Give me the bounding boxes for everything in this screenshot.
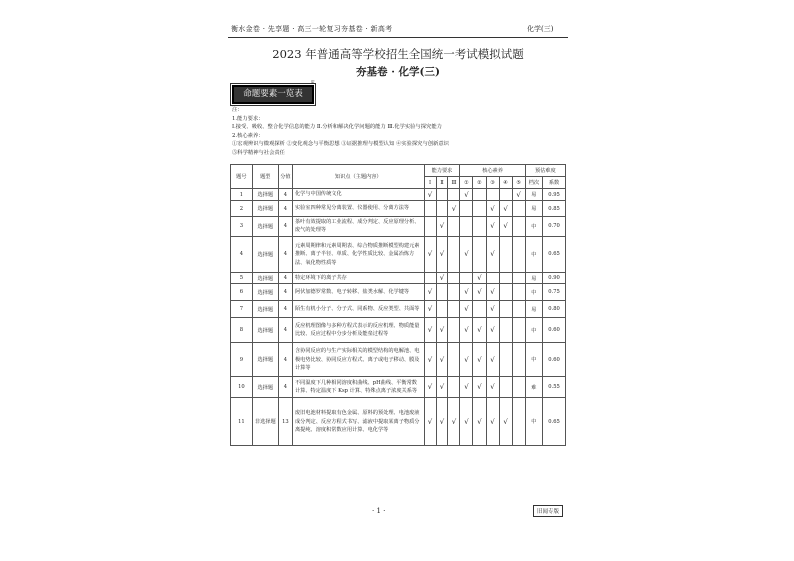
cell-type: 选择题 [252,343,278,377]
cell-check: √ [436,272,448,283]
cell-no: 6 [231,284,253,301]
header-ability-col: Ⅲ [448,177,460,189]
cell-check [424,201,436,217]
cell-coef: 0.95 [543,189,566,201]
cell-level: 中 [525,236,542,272]
cell-type: 选择题 [252,301,278,318]
cell-coef: 0.55 [543,377,566,398]
cell-check [460,272,473,283]
table-row [231,236,566,272]
cell-check: √ [473,284,486,301]
cell-check [499,272,512,283]
cell-coef: 0.60 [543,343,566,377]
header-literacy-col: ⑤ [512,177,525,189]
cell-level: 易 [525,272,542,283]
cell-check [448,189,460,201]
elements-table [230,164,566,446]
header-literacy-col: ② [473,177,486,189]
cell-check [448,318,460,343]
cell-check [473,301,486,318]
cell-check [436,284,448,301]
cell-level: 中 [525,217,542,237]
cell-check [512,301,525,318]
cell-check [448,377,460,398]
table-row [231,343,566,377]
cell-check: √ [460,284,473,301]
header-literacy-col: ① [460,177,473,189]
cell-check: √ [460,398,473,446]
cell-check [512,236,525,272]
cell-check [499,301,512,318]
page-number: · 1 · [372,507,386,515]
cell-score: 4 [278,189,292,201]
cell-no: 2 [231,201,253,217]
cell-coef: 0.65 [543,236,566,272]
cell-check [499,236,512,272]
header-no: 题号 [231,165,253,189]
cell-check [512,377,525,398]
cell-check: √ [486,236,499,272]
cell-check: √ [460,343,473,377]
cell-check: √ [436,318,448,343]
table-row [231,284,566,301]
cell-score: 4 [278,284,292,301]
note-line: 1.能力要求： [232,115,264,122]
cell-knowledge: 反应机理图像与多种方程式表示的反应机理、物质能量比较、反应过程中分步分析及能垒过程等 [292,318,424,343]
header-ability-col: Ⅱ [436,177,448,189]
cell-type: 选择题 [252,201,278,217]
cell-check: √ [424,343,436,377]
cell-check: √ [486,377,499,398]
note-line: 2.核心素养： [232,132,264,139]
cell-check [460,201,473,217]
cell-no: 7 [231,301,253,318]
cell-type: 选择题 [252,236,278,272]
cell-type: 选择题 [252,284,278,301]
cell-check: √ [486,201,499,217]
cell-check: √ [473,318,486,343]
cell-check: √ [448,398,460,446]
cell-check: √ [486,301,499,318]
cell-check: √ [436,343,448,377]
cell-check: √ [460,318,473,343]
cell-check [512,217,525,237]
header-difficulty: 预估难度 [525,165,565,177]
cell-check [499,318,512,343]
cell-coef: 0.60 [543,318,566,343]
cell-check: √ [473,398,486,446]
cell-check: √ [424,398,436,446]
cell-check [512,201,525,217]
cell-check [512,318,525,343]
cell-check [448,343,460,377]
cell-check [499,377,512,398]
header-difficulty-col: 系数 [543,177,566,189]
cell-knowledge: 不同温度下几种相同溶度积曲线、pH曲线、平衡常数计算、特定温度下 Ksp 计算、特殊点离子浓度关系等 [292,377,424,398]
cell-level: 易 [525,189,542,201]
section-banner: 命题要素一览表 [232,85,314,104]
cell-check: √ [499,201,512,217]
header-ability: 能力要求 [424,165,460,177]
page-title: 2023 年普通高等学校招生全国统一考试模拟试题 [272,47,524,61]
header-literacy: 核心素养 [460,165,525,177]
cell-check [448,272,460,283]
cell-check [499,189,512,201]
table-row [231,272,566,283]
cell-check: √ [460,301,473,318]
cell-type: 选择题 [252,217,278,237]
cell-knowledge: 茶叶有效提取的工业流程、成分判定、反应原理分析、废气的处理等 [292,217,424,237]
cell-check [436,301,448,318]
cell-knowledge: 实验室四种常见分离装置、仪器使用、分离方法等 [292,201,424,217]
cell-check [512,272,525,283]
cell-check: √ [486,217,499,237]
header-type: 题型 [252,165,278,189]
table-row [231,301,566,318]
header-rule [228,37,568,38]
cell-level: 中 [525,318,542,343]
cell-type: 选择题 [252,189,278,201]
cell-check: √ [473,377,486,398]
cell-check [473,201,486,217]
cell-check [424,217,436,237]
cell-no: 11 [231,398,253,446]
cell-check [486,272,499,283]
cell-check: √ [436,236,448,272]
cell-check [512,398,525,446]
cell-coef: 0.80 [543,301,566,318]
cell-check: √ [499,217,512,237]
cell-check: √ [436,377,448,398]
cell-score: 4 [278,217,292,237]
cell-check [436,189,448,201]
cell-score: 4 [278,377,292,398]
note-line: Ⅰ.接受、吸收、整合化学信息的能力 Ⅱ.分析和解决化学问题的能力 Ⅲ.化学实验与探究能力 [232,124,442,131]
cell-check [499,343,512,377]
cell-no: 9 [231,343,253,377]
cell-coef: 0.85 [543,201,566,217]
cell-check [512,284,525,301]
cell-check: √ [486,398,499,446]
cell-level: 中 [525,343,542,377]
cell-check [448,301,460,318]
note-line: ①宏观辨识与微观探析 ②变化观念与平衡思想 ③证据推理与模型认知 ④实验探究与创新意识 [232,141,449,148]
header-difficulty-col: 档次 [525,177,542,189]
cell-check: √ [436,217,448,237]
cell-score: 4 [278,301,292,318]
note-line: 注： [232,107,243,113]
cell-check [512,343,525,377]
cell-level: 中 [525,284,542,301]
notes-block [232,106,568,158]
cell-no: 4 [231,236,253,272]
banner-mark: E [311,80,315,86]
cell-check [436,201,448,217]
cell-no: 3 [231,217,253,237]
header-ability-col: Ⅰ [424,177,436,189]
cell-coef: 0.70 [543,217,566,237]
note-line: ⑤科学精神与社会责任 [232,149,285,156]
table-row [231,189,566,201]
cell-coef: 0.65 [543,398,566,446]
cell-check: √ [436,398,448,446]
cell-score: 4 [278,272,292,283]
cell-knowledge: 特定环境下的离子共存 [292,272,424,283]
cell-coef: 0.75 [543,284,566,301]
cell-knowledge: 废旧电池材料提取有色金属、原料的预处理、电池废液成分判定、反应方程式书写、滤液中提取某离子物质分离提纯、溶度积常数应用计算、电化学等 [292,398,424,446]
cell-check [473,189,486,201]
cell-score: 4 [278,236,292,272]
cell-check: √ [473,343,486,377]
cell-check: √ [424,301,436,318]
cell-check: √ [460,189,473,201]
header-subject-label: 化学(三) [527,25,554,33]
table-row [231,201,566,217]
cell-check: √ [448,201,460,217]
cell-check: √ [424,377,436,398]
cell-level: 中 [525,398,542,446]
table-row [231,398,566,446]
cell-check [460,217,473,237]
cell-knowledge: 陌生有机小分子、分子式、同系物、反应类型、共面等 [292,301,424,318]
cell-no: 10 [231,377,253,398]
cell-check: √ [473,272,486,283]
cell-type: 选择题 [252,272,278,283]
cell-check [499,284,512,301]
page-subtitle: 夯基卷 · 化学(三) [356,66,440,78]
table-row [231,217,566,237]
cell-score: 4 [278,318,292,343]
cell-check: √ [424,189,436,201]
cell-level: 易 [525,301,542,318]
cell-check [486,189,499,201]
cell-level: 难 [525,377,542,398]
cell-knowledge: 元素周期律和元素周期表、综合物质推断模型构建元素推断、离子半径、单质、化学性质比较、金属冶炼方法、氧化物性质等 [292,236,424,272]
cell-knowledge: 阿伏加德罗常数、电子转移、盐类水解、化学键等 [292,284,424,301]
cell-check [448,236,460,272]
cell-type: 选择题 [252,377,278,398]
cell-check: √ [486,284,499,301]
cell-type: 选择题 [252,318,278,343]
header-literacy-col: ③ [486,177,499,189]
cell-type: 非选择题 [252,398,278,446]
cell-check [473,236,486,272]
cell-no: 8 [231,318,253,343]
cell-no: 5 [231,272,253,283]
cell-check: √ [424,284,436,301]
table-body [231,189,566,446]
header-knowledge: 知识点（主题内容） [292,165,424,189]
cell-score: 4 [278,343,292,377]
cell-score: 13 [278,398,292,446]
header-score: 分值 [278,165,292,189]
cell-no: 1 [231,189,253,201]
table-row [231,377,566,398]
header-literacy-col: ④ [499,177,512,189]
cell-check: √ [460,236,473,272]
cell-check [473,217,486,237]
header-series-label: 衡水金卷 · 先享题 · 高三一轮复习夯基卷 · 新高考 [231,25,393,33]
cell-check: √ [486,318,499,343]
cell-check [448,284,460,301]
table-row [231,318,566,343]
cell-check: √ [460,377,473,398]
cell-knowledge: 含协同反应的与生产实际相关的模型结构的电解池、电极电势比较、协同反应方程式、离子或电子移动、膜及计算等 [292,343,424,377]
cell-check [424,272,436,283]
cell-check [448,217,460,237]
cell-check: √ [486,343,499,377]
cell-score: 4 [278,201,292,217]
cell-check: √ [499,398,512,446]
cell-check: √ [512,189,525,201]
cell-coef: 0.90 [543,272,566,283]
cell-level: 易 [525,201,542,217]
cell-knowledge: 化学与中国传统文化 [292,189,424,201]
publisher-stamp: 旧闻专版 [533,505,563,517]
cell-check: √ [424,236,436,272]
cell-check: √ [424,318,436,343]
